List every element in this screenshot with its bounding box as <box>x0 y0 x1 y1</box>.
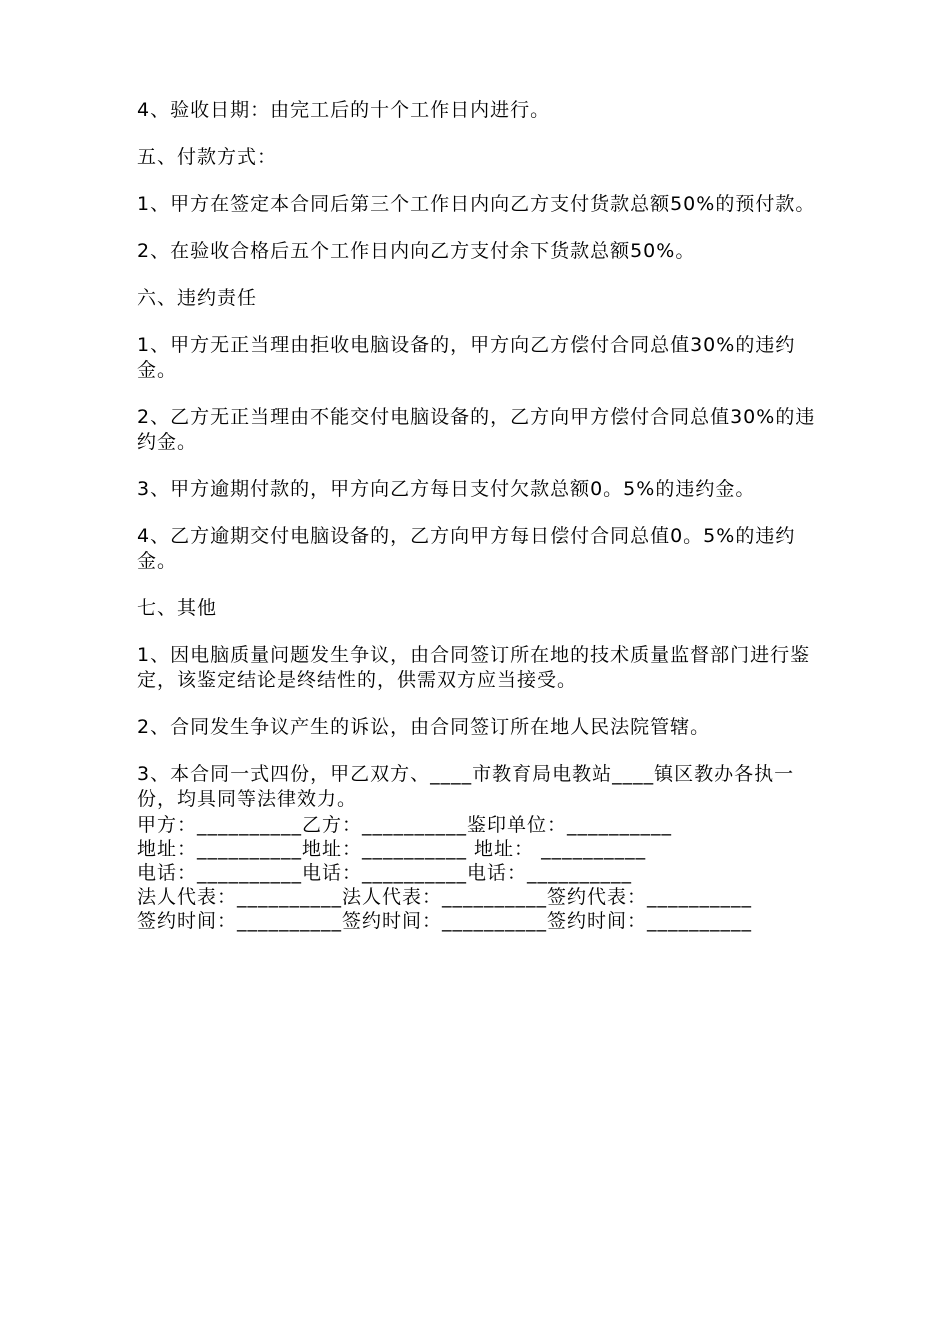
signature-block <box>137 813 817 933</box>
signature-row-party: 甲方：__________乙方：__________鉴印单位：__________ <box>137 814 673 836</box>
section-heading-other: 七、其他 <box>137 597 218 619</box>
section-heading-payment: 五、付款方式： <box>137 146 278 168</box>
clause-final-payment: 2、在验收合格后五个工作日内向乙方支付余下货款总额50%。 <box>137 240 696 262</box>
clause-liability-2: 2、乙方无正当理由不能交付电脑设备的，乙方向甲方偿付合同总值30%的违约金。 <box>137 406 816 453</box>
section-heading-liability: 六、违约责任 <box>137 287 258 309</box>
clause-other-1: 1、因电脑质量问题发生争议，由合同签订所在地的技术质量监督部门进行鉴定，该鉴定结论是终结性的，供需双方应当接受。 <box>137 644 811 691</box>
signature-row-date: 签约时间：__________签约时间：__________签约时间：__________ <box>137 910 753 932</box>
clause-prepayment: 1、甲方在签定本合同后第三个工作日内向乙方支付货款总额50%的预付款。 <box>137 193 816 215</box>
clause-other-2: 2、合同发生争议产生的诉讼，由合同签订所在地人民法院管辖。 <box>137 716 711 738</box>
signature-row-representative: 法人代表：__________法人代表：__________签约代表：__________ <box>137 886 753 908</box>
clause-liability-1: 1、甲方无正当理由拒收电脑设备的，甲方向乙方偿付合同总值30%的违约金。 <box>137 334 796 381</box>
clause-liability-3: 3、甲方逾期付款的，甲方向乙方每日支付欠款总额0。5%的违约金。 <box>137 478 756 500</box>
contract-body <box>137 98 817 933</box>
clause-other-3: 3、本合同一式四份，甲乙双方、____市教育局电教站____镇区教办各执一份，均具同等法律效力。 <box>137 763 795 810</box>
clause-acceptance-date: 4、验收日期：由完工后的十个工作日内进行。 <box>137 99 551 121</box>
clause-liability-4: 4、乙方逾期交付电脑设备的，乙方向甲方每日偿付合同总值0。5%的违约金。 <box>137 525 796 572</box>
signature-row-address: 地址：__________地址：__________ 地址： __________ <box>137 838 647 860</box>
signature-row-phone: 电话：__________电话：__________电话：__________ <box>137 862 633 884</box>
